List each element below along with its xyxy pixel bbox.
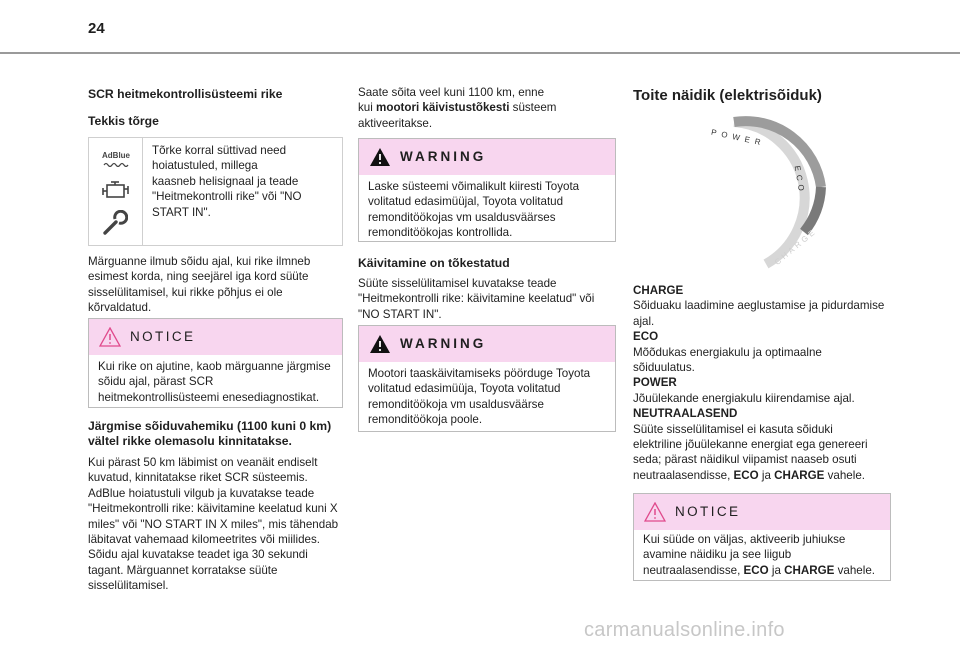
warning-text: Mootori taaskäivitamiseks pöörduge Toyota volitatud edasimüüja, Toyota volitatud remonditöökoja vm usaldusväärse remonditöökoja poole.: [368, 367, 591, 427]
warning-title: WARNING: [400, 149, 487, 164]
notice-header: [634, 494, 890, 530]
notice-triangle-icon: [644, 502, 666, 522]
indicator-paragraph: Märguanne ilmub sõidu ajal, kui rike ilmneb esimest korda, ning seejärel iga kord süüte sisselülitamisel, kui rikke põhjus ei ole kõrvaldatud.: [88, 255, 311, 315]
start-blocked-paragraph: Süüte sisselülitamisel kuvatakse teade "Heitmekontrolli rike: käivitamine keelatud" või "NO START IN".: [358, 277, 595, 321]
start-blocked-heading: Käivitamine on tõkestatud: [358, 256, 510, 270]
scr-heading: SCR heitmekontrollisüsteemi rike: [88, 87, 283, 101]
range-heading: Järgmise sõiduvahemiku (1100 kuni 0 km) vältel rikke olemasolu kinnitatakse.: [88, 419, 332, 448]
power-meter-gauge: [706, 112, 836, 277]
gauge-power-label: POWER: [710, 127, 767, 148]
warning-title: WARNING: [400, 336, 487, 351]
notice-text: Kui rike on ajutine, kaob märguanne järgmise sõidu ajal, pärast SCR heitmekontrollisüsteemi enesediagnostikat.: [98, 360, 331, 404]
fault-subheading: Tekkis tõrge: [88, 114, 159, 128]
warning-lights-text: Tõrke korral süttivad need hoiatustuled, millega kaasneb helisignaal ja teade "Heitmekontrolli rike" või "NO START IN".: [152, 144, 302, 219]
term-charge: CHARGE: [633, 284, 684, 297]
top-divider: [0, 52, 960, 54]
notice-title: NOTICE: [130, 329, 196, 344]
warning-header: [359, 326, 615, 362]
intro-paragraph: Saate sõita veel kuni 1100 km, enne kui mootori käivistustõkesti süsteem aktiveeritakse.: [358, 86, 557, 130]
notice-title: NOTICE: [675, 504, 741, 519]
term-power: POWER: [633, 376, 677, 390]
warning-triangle-icon: [369, 334, 391, 354]
warning-triangle-icon: [369, 147, 391, 167]
warning-lights-box: [88, 137, 343, 246]
term-eco: ECO: [633, 330, 659, 344]
warning-box-1: [358, 138, 616, 242]
term-neutral: NEUTRAALASEND: [633, 407, 738, 421]
gauge-charge-label: CHARGE: [772, 226, 819, 267]
gauge-eco-label: ECO: [792, 164, 807, 196]
power-meter-heading: Toite näidik (elektrisõiduk): [633, 87, 822, 104]
notice-box-2: [633, 493, 891, 581]
wrench-icon: [102, 210, 128, 236]
notice-text: Kui süüde on väljas, aktiveerib juhiukse avamine näidiku ja see liigub neutraalasendisse, ECO ja CHARGE vahele.: [643, 533, 875, 577]
notice-triangle-icon: [99, 327, 121, 347]
page-number: 24: [88, 20, 105, 37]
meter-definitions: CHARGE Sõiduaku laadimine aeglustamise ja pidurdamise ajal. ECO Mõõdukas energiakulu ja optimaalne sõiduulatus. POWER Jõuülekande energiakulu kiirendamise ajal. NEUTRAALASEND Süüte sisselülitamisel ei kasuta sõiduki elektriline jõuülekanne energiat ega genereeri seda; pärast näidikul viipamist naaseb osuti neutraalasendisse, ECO ja CHARGE vahele.: [633, 284, 885, 482]
engine-check-icon: [101, 180, 131, 202]
notice-header: [89, 319, 342, 355]
notice-box-1: [88, 318, 343, 408]
warning-text: Laske süsteemi võimalikult kiiresti Toyota volitatud edasimüüjal, Toyota volitatud remonditöökojas vm usaldusväärses remonditöökojas kontrollida.: [368, 180, 580, 240]
warning-box-2: [358, 325, 616, 432]
adblue-icon: AdBlue: [96, 151, 136, 167]
warning-header: [359, 139, 615, 175]
warning-icons-cell: [89, 138, 143, 245]
range-paragraph: Kui pärast 50 km läbimist on veanäit endiselt kuvatud, kinnitatakse riket SCR süsteemis. AdBlue hoiatustuli vilgub ja kuvatakse teade "Heitmekontrolli rike: käivitamine keelatud kuni X miles" või "NO START IN X miles", mis tähendab läbitavat vahemaad kilomeetrites või miilides. Sõidu ajal kuvatakse teadet iga 30 sekundi tagant. Märguannet korratakse süüte sisselülitamisel.: [88, 456, 339, 593]
watermark: carmanualsonline.info: [584, 619, 785, 641]
